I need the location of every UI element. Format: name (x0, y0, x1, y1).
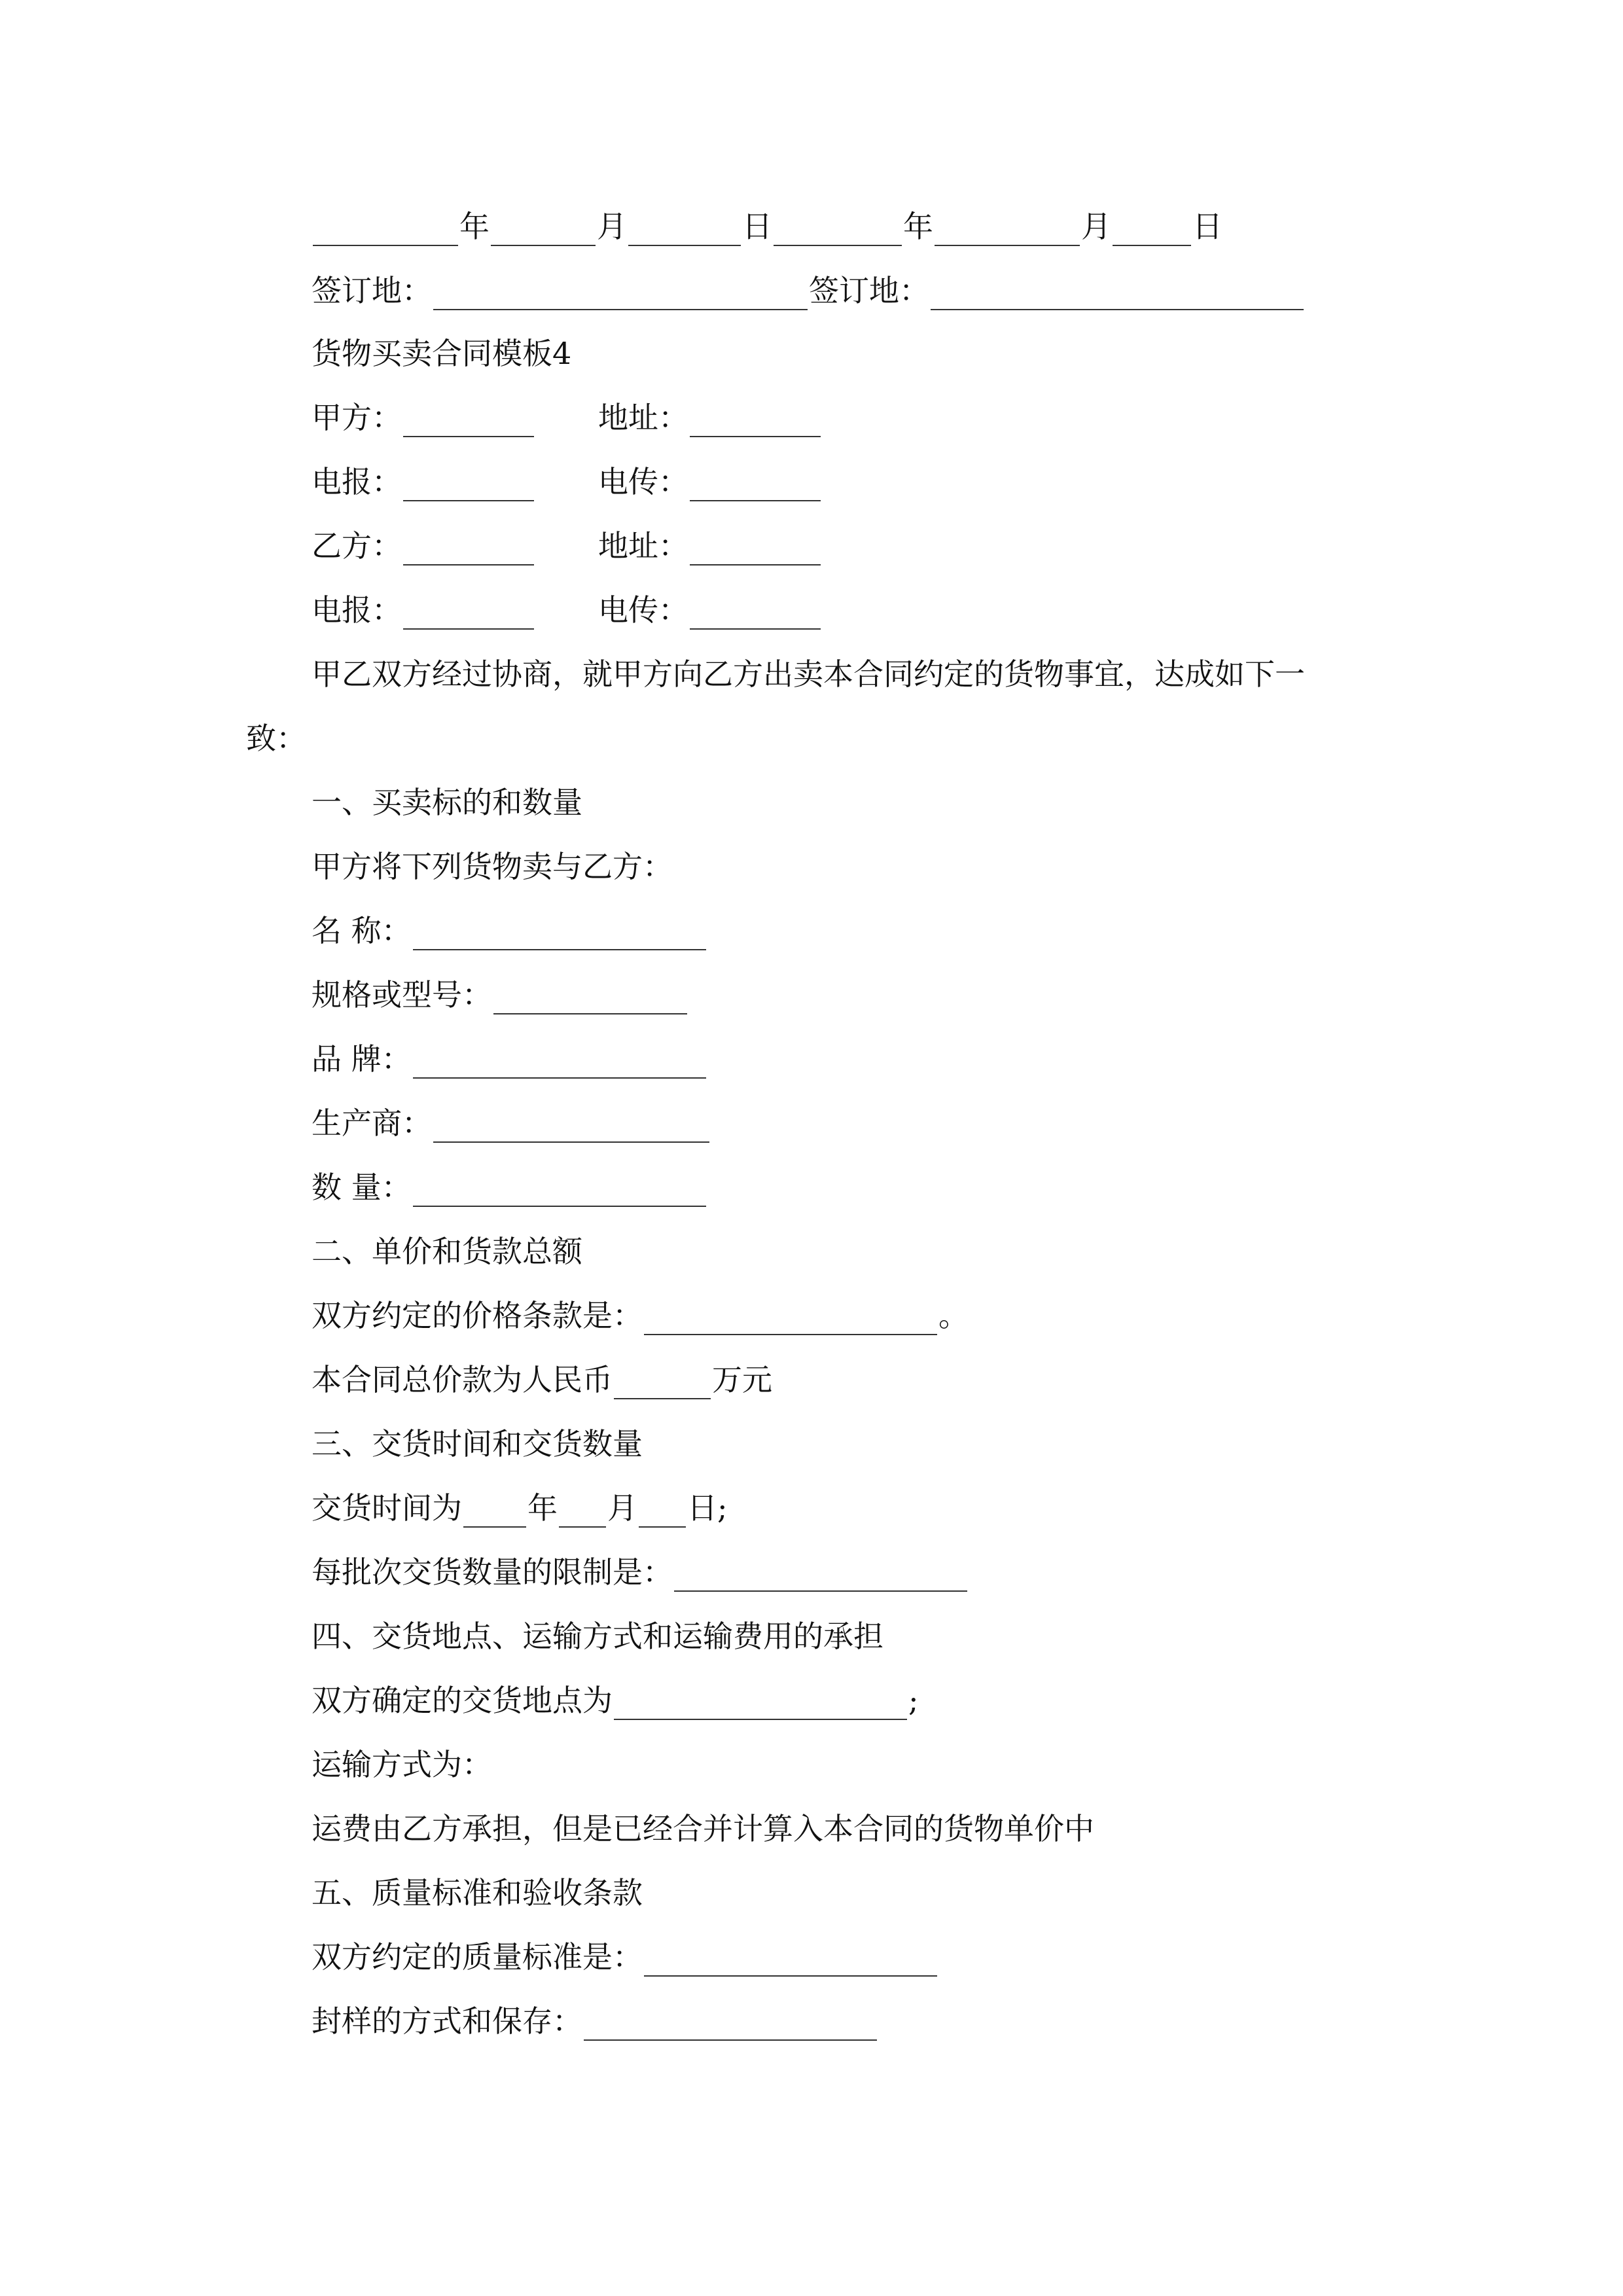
day-label: 日 (1192, 209, 1222, 244)
price-terms-row (312, 1296, 969, 1335)
quality-standard-label: 双方约定的质量标准是： (312, 1939, 643, 1975)
contact-row (312, 462, 822, 501)
blank-field[interactable] (774, 212, 902, 246)
telegram-field[interactable] (403, 467, 534, 501)
year-label: 年 (903, 209, 933, 244)
party-a-label: 甲方： (312, 400, 402, 435)
blank-field[interactable] (1113, 212, 1191, 246)
party-a-field[interactable] (403, 403, 534, 437)
telegram-field[interactable] (403, 596, 534, 630)
blank-field[interactable] (628, 212, 741, 246)
delivery-place-row (312, 1681, 919, 1720)
goods-model-label: 规格或型号： (312, 977, 492, 1013)
contact-row (312, 590, 822, 630)
period-mark: 。 (938, 1298, 969, 1333)
intro-paragraph-line: 甲乙双方经过协商，就甲方向乙方出卖本合同约定的货物事宜，达成如下一 (312, 656, 1305, 692)
section-title: 三、交货时间和交货数量 (312, 1426, 643, 1462)
section-title: 一、买卖标的和数量 (312, 785, 582, 820)
document-heading: 货物买卖合同模板4 (312, 336, 572, 371)
goods-brand-field[interactable] (413, 1045, 706, 1079)
goods-brand-row (312, 1039, 707, 1079)
month-label: 月 (597, 209, 627, 244)
sample-storage-row (312, 2001, 878, 2041)
fax-label: 电传： (598, 592, 688, 628)
quality-standard-row (312, 1937, 938, 1977)
blank-field[interactable] (559, 1494, 606, 1528)
section-text: 甲方将下列货物卖与乙方： (312, 849, 673, 884)
signing-place-field[interactable] (931, 276, 1304, 310)
goods-name-row (312, 911, 707, 950)
address-label: 地址： (598, 528, 688, 564)
goods-maker-row (312, 1103, 711, 1143)
delivery-time-label: 交货时间为 (312, 1490, 462, 1526)
goods-brand-label: 品 牌： (312, 1041, 412, 1077)
party-b-label: 乙方： (312, 528, 402, 564)
total-price-label: 本合同总价款为人民币 (312, 1362, 613, 1397)
fax-field[interactable] (690, 596, 821, 630)
goods-maker-field[interactable] (433, 1109, 709, 1143)
quality-standard-field[interactable] (644, 1943, 937, 1977)
fax-label: 电传： (598, 464, 688, 499)
goods-maker-label: 生产商： (312, 1105, 432, 1141)
goods-name-field[interactable] (413, 916, 706, 950)
signing-place-row (312, 271, 1305, 310)
day-label: 日 (742, 209, 772, 244)
year-label: 年 (459, 209, 490, 244)
price-terms-label: 双方约定的价格条款是： (312, 1298, 643, 1333)
price-terms-field[interactable] (644, 1301, 937, 1335)
year-label: 年 (527, 1490, 558, 1526)
section-title: 二、单价和货款总额 (312, 1234, 582, 1269)
batch-limit-field[interactable] (674, 1558, 967, 1592)
month-label: 月 (607, 1490, 637, 1526)
delivery-time-row (312, 1488, 728, 1528)
goods-name-label: 名 称： (312, 913, 412, 948)
blank-field[interactable] (935, 212, 1080, 246)
section-title: 四、交货地点、运输方式和运输费用的承担 (312, 1619, 883, 1654)
goods-model-row (312, 975, 688, 1014)
batch-limit-label: 每批次交货数量的限制是： (312, 1554, 673, 1590)
telegram-label: 电报： (312, 464, 402, 499)
sample-storage-field[interactable] (584, 2007, 877, 2041)
sample-storage-label: 封样的方式和保存： (312, 2003, 582, 2039)
batch-limit-row (312, 1552, 969, 1592)
blank-field[interactable] (491, 212, 596, 246)
signing-place-label: 签订地： (809, 273, 929, 308)
goods-qty-field[interactable] (413, 1173, 706, 1207)
blank-field[interactable] (639, 1494, 686, 1528)
intro-paragraph-line: 致： (246, 721, 306, 756)
total-price-unit: 万元 (712, 1362, 772, 1397)
fax-field[interactable] (690, 467, 821, 501)
month-label: 月 (1081, 209, 1111, 244)
delivery-place-field[interactable] (614, 1686, 907, 1720)
address-field[interactable] (690, 403, 821, 437)
semicolon-mark: ; (908, 1683, 919, 1718)
section-title: 五、质量标准和验收条款 (312, 1875, 643, 1910)
day-label: 日; (687, 1490, 728, 1526)
address-label: 地址： (598, 400, 688, 435)
goods-model-field[interactable] (493, 980, 687, 1014)
signing-place-field[interactable] (433, 276, 808, 310)
telegram-label: 电报： (312, 592, 402, 628)
blank-field[interactable] (313, 212, 458, 246)
date-row (312, 207, 1222, 246)
delivery-place-label: 双方确定的交货地点为 (312, 1683, 613, 1718)
total-price-field[interactable] (614, 1365, 711, 1399)
signing-place-label: 签订地： (312, 273, 432, 308)
total-price-row (312, 1360, 772, 1399)
address-field[interactable] (690, 531, 821, 565)
party-a-row (312, 398, 822, 437)
section-text: 运费由乙方承担，但是已经合并计算入本合同的货物单价中 (312, 1811, 1094, 1846)
party-b-row (312, 526, 822, 565)
goods-qty-row (312, 1168, 707, 1207)
blank-field[interactable] (463, 1494, 526, 1528)
section-text: 运输方式为： (312, 1747, 492, 1782)
party-b-field[interactable] (403, 531, 534, 565)
goods-qty-label: 数 量： (312, 1170, 412, 1205)
